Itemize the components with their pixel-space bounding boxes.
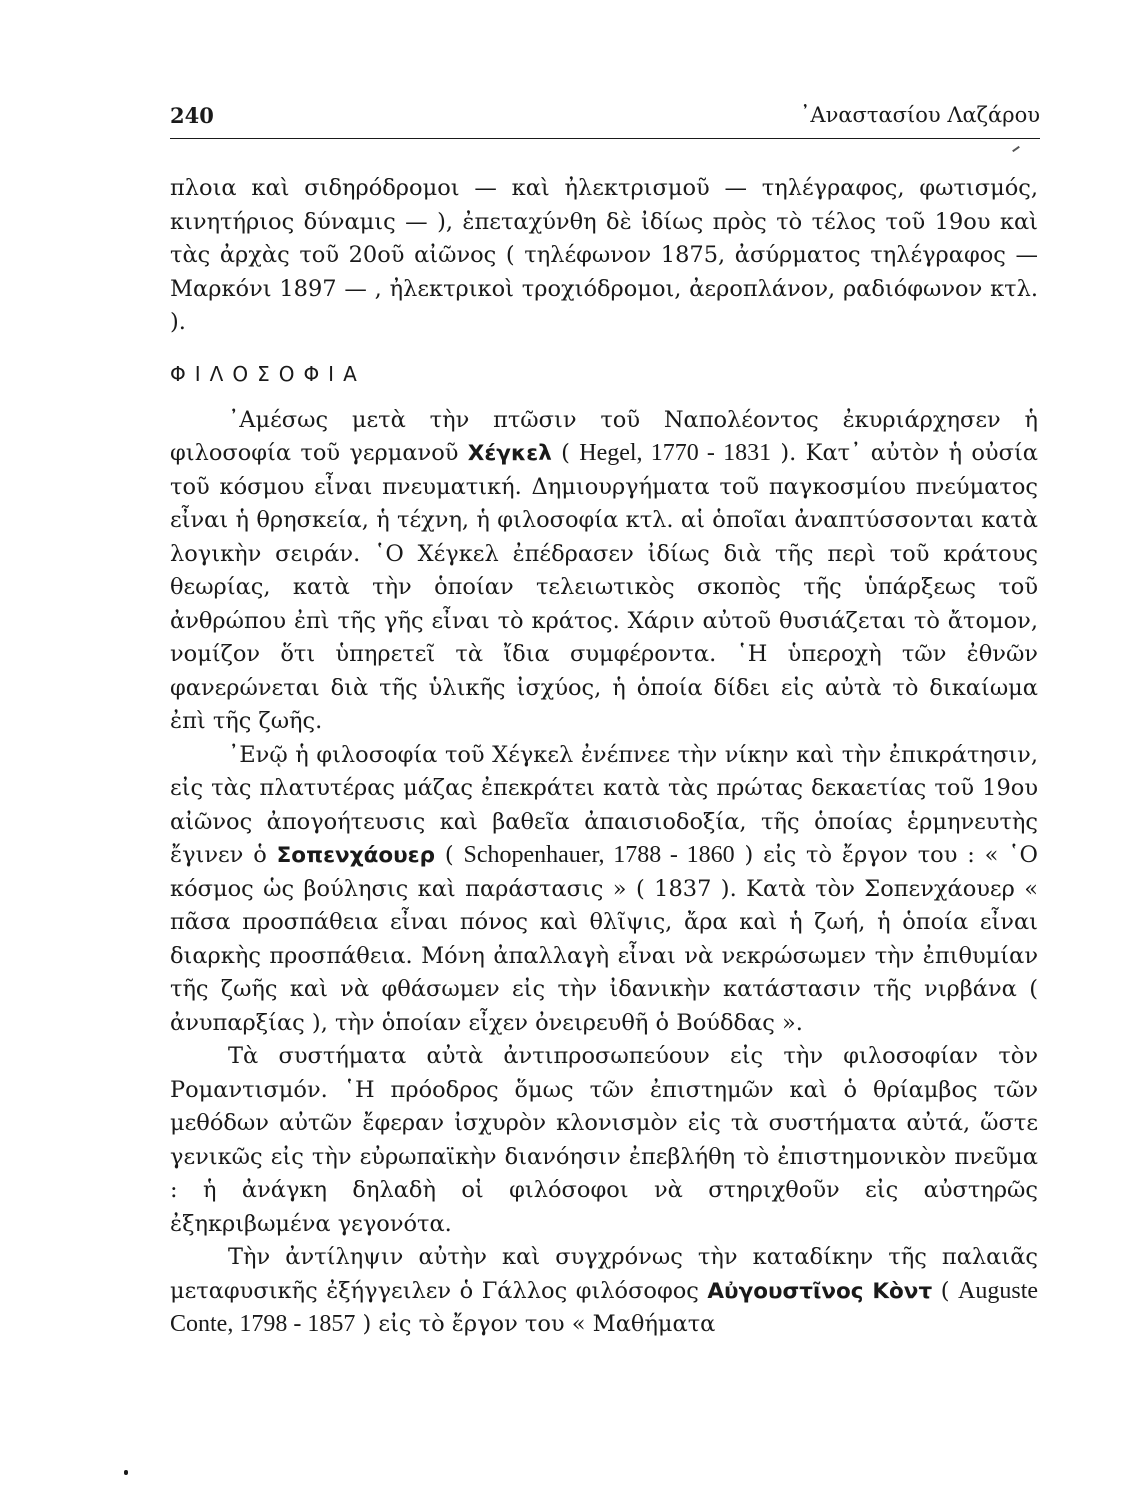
paragraph-text: ᾿Αμέσως μετὰ τὴν πτῶσιν τοῦ Ναπολέοντος ἐκυριάρχησεν ἡ φιλοσοφία τοῦ γερμανοῦ: [170, 406, 1038, 466]
name-schopenhauer: Σοπενχάουερ: [276, 843, 435, 868]
latin-name-comte: Auguste Conte, 1798 - 1857: [170, 1277, 1039, 1337]
paragraph-romanticism: [170, 1040, 1038, 1241]
paragraph-text: ) εἰς τὸ ἔργον του : « ῾Ο κόσμος ὡς βούλησις καὶ παράστασις » ( 1837 ). Κατὰ τὸν Σοπενχάουερ « πᾶσα προσπάθεια εἶναι πόνος καὶ θλῖψις, ἄρα καὶ ἡ ζωή, ἡ ὁποία εἶναι διαρκὴς προσπάθεια. Μόνη ἀπαλλαγὴ εἶναι νὰ νεκρώσωμεν τὴν ἐπιθυμίαν τῆς ζωῆς καὶ νὰ φθάσωμεν εἰς τὴν ἰδανικὴν κατάστασιν τῆς νιρβάνα ( ἀνυπαρξίας ), τὴν ὁποίαν εἶχεν ὀνειρευθῆ ὁ Βούδδας ».: [170, 842, 1038, 1036]
latin-name-schopenhauer: Schopenhauer, 1788 - 1860: [463, 842, 735, 868]
name-comte: Αὐγουστῖνος Κὸντ: [707, 1278, 933, 1304]
paragraph-continuation: [170, 172, 1038, 340]
paragraph-schopenhauer: [170, 739, 1038, 1041]
name-hegel: Χέγκελ: [467, 441, 552, 466]
paren-open: (: [444, 842, 454, 868]
latin-name-hegel: Hegel, 1770 - 1831: [579, 440, 772, 466]
header-rule: [170, 138, 1040, 139]
paragraph-text: ). Κατ᾿ αὐτὸν ἡ οὐσία τοῦ κόσμου εἶναι πνευματική. Δημιουργήματα τοῦ παγκοσμίου πνεύματος εἶναι ἡ θρησκεία, ἡ τέχνη, ἡ φιλοσοφία κτλ. αἱ ὁποῖαι ἀναπτύσσονται κατὰ λογικὴν σειράν. ῾Ο Χέγκελ ἐπέδρασεν ἰδίως διὰ τῆς περὶ τοῦ κράτους θεωρίας, κατὰ τὴν ὁποίαν τελειωτικὸς σκοπὸς τῆς ὑπάρξεως τοῦ ἀνθρώπου ἐπὶ τῆς γῆς εἶναι τὸ κράτος. Χάριν αὐτοῦ θυσιάζεται τὸ ἄτομον, νομίζον ὅτι ὑπηρετεῖ τὰ ἴδια συμφέροντα. ῾Η ὑπεροχὴ τῶν ἐθνῶν φανερώνεται διὰ τῆς ὑλικῆς ἰσχύος, ἡ ὁποία δίδει εἰς αὐτὰ τὸ δικαίωμα ἐπὶ τῆς ζωῆς.: [170, 440, 1038, 734]
body-text: [170, 172, 1038, 1342]
ink-speck: [124, 1470, 128, 1475]
paragraph-text: Τὰ συστήματα αὐτὰ ἀντιπροσωπεύουν εἰς τὴν φιλοσοφίαν τὸν Ρομαντισμόν. ῾Η πρόοδρος ὅμως τῶν ἐπιστημῶν καὶ ὁ θρίαμβος τῶν μεθόδων αὐτῶν ἔφεραν ἰσχυρὸν κλονισμὸν εἰς τὰ συστήματα αὐτά, ὥστε γενικῶς εἰς τὴν εὐρωπαϊκὴν διανόησιν ἐπεβλήθη τὸ ἐπιστημονικὸν πνεῦμα : ἡ ἀνάγκη δηλαδὴ οἱ φιλόσοφοι νὰ στηριχθοῦν εἰς αὐστηρῶς ἐξηκριβωμένα γεγονότα.: [170, 1043, 1038, 1237]
paragraph-hegel: [170, 404, 1038, 739]
printing-mark: [1012, 146, 1020, 152]
paren-open: (: [561, 440, 570, 466]
paragraph-comte: [170, 1241, 1038, 1342]
paragraph-text: πλοια καὶ σιδηρόδρομοι — καὶ ἠλεκτρισμοῦ — τηλέγραφος, φωτισμός, κινητήριος δύναμις — ), ἐπεταχύνθη δὲ ἰδίως πρὸς τὸ τέλος τοῦ 19ου καὶ τὰς ἀρχὰς τοῦ 20οῦ αἰῶνος ( τηλέφωνον 1875, ἀσύρματος τηλέγραφος — Μαρκόνι 1897 — , ἠλεκτρικοὶ τροχιόδρομοι, ἀεροπλάνον, ραδιόφωνον κτλ. ).: [170, 175, 1038, 335]
running-title: ᾿Αναστασίου Λαζάρου: [799, 103, 1040, 127]
page-number: 240: [170, 103, 214, 128]
paragraph-text: Τὴν ἀντίληψιν αὐτὴν καὶ συγχρόνως τὴν καταδίκην τῆς παλαιᾶς μεταφυσικῆς ἐξήγγειλεν ὁ Γάλλος φιλόσοφος: [170, 1244, 1038, 1304]
paragraph-text: ) εἰς τὸ ἔργον του « Μαθήματα: [362, 1311, 716, 1337]
paragraph-text: ᾿Ενῷ ἡ φιλοσοφία τοῦ Χέγκελ ἐνέπνεε τὴν νίκην καὶ τὴν ἐπικράτησιν, εἰς τὰς πλατυτέρας μάζας ἐπεκράτει κατὰ τὰς πρώτας δεκαετίας τοῦ 19ου αἰῶνος ἀπογοήτευσις καὶ βαθεῖα ἀπαισιοδοξία, τῆς ὁποίας ἑρμηνευτὴς ἔγινεν ὁ: [170, 741, 1038, 868]
section-heading: ΦΙΛΟΣΟΦΙΑ: [170, 361, 366, 386]
page-header: [170, 103, 1040, 137]
paren-open: (: [940, 1277, 950, 1304]
